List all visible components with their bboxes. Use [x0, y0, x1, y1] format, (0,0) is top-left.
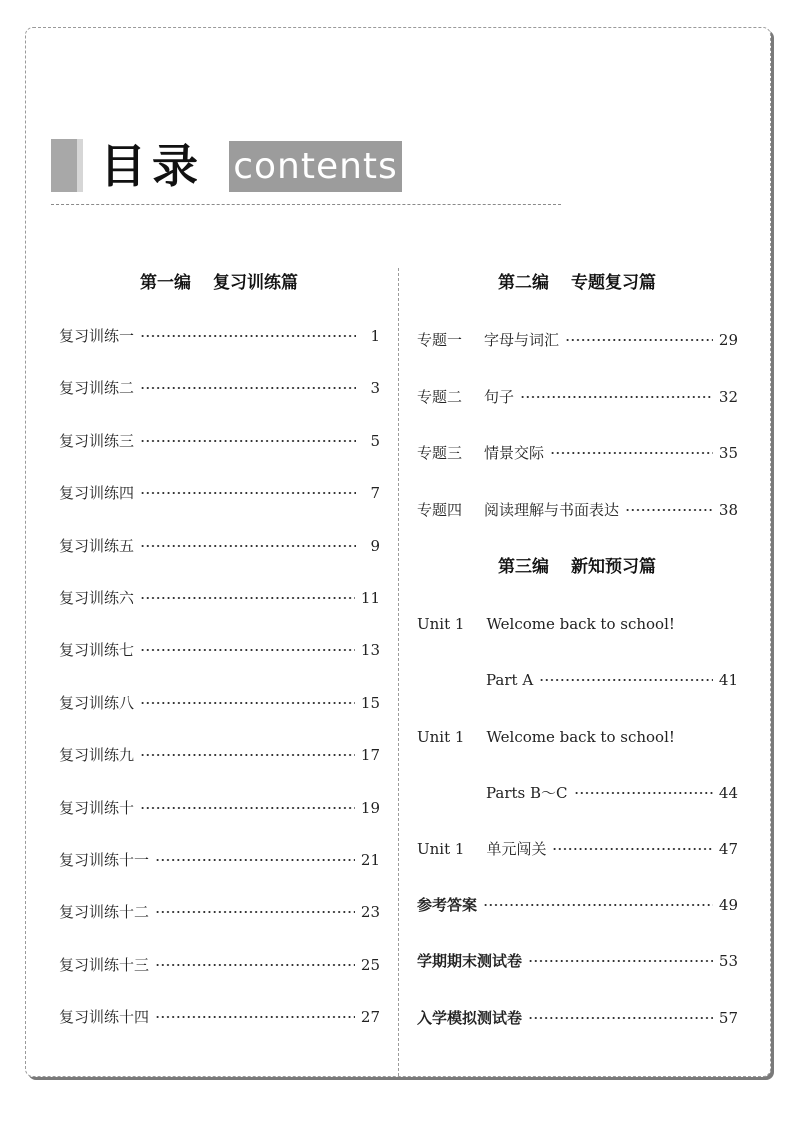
dot-leader	[140, 690, 355, 716]
toc-entry-page: 38	[718, 500, 738, 519]
toc-entry[interactable]	[59, 952, 380, 978]
toc-entry-label: 复习训练五	[59, 536, 135, 555]
part3-title-number: 第三编	[498, 557, 549, 577]
toc-entry-label: 复习训练十	[59, 798, 135, 817]
header-accent-bar	[51, 139, 77, 192]
toc-unit-heading[interactable]	[417, 724, 675, 750]
dot-leader	[140, 795, 355, 821]
part2-title-name: 专题复习篇	[571, 273, 656, 293]
toc-entry-page: 23	[360, 903, 380, 922]
toc-entry-label: 复习训练十四	[59, 1008, 150, 1027]
toc-entry-label: 复习训练九	[59, 746, 135, 765]
toc-entry[interactable]	[417, 1005, 738, 1031]
part1-title	[58, 268, 380, 298]
toc-entry[interactable]	[59, 637, 380, 663]
part1-title-number: 第一编	[140, 273, 191, 293]
toc-entry[interactable]	[417, 948, 738, 974]
toc-entry-label: 参考答案	[417, 896, 478, 914]
toc-entry-label: 复习训练十一	[59, 851, 150, 869]
toc-entry-page: 15	[360, 693, 380, 712]
toc-entry[interactable]	[417, 327, 738, 353]
toc-entry[interactable]	[59, 742, 380, 768]
dot-leader	[140, 375, 356, 401]
toc-entry-page: 27	[360, 1008, 380, 1027]
toc-unit-heading[interactable]	[417, 611, 675, 637]
toc-entry[interactable]	[59, 585, 380, 611]
toc-entry-page: 47	[718, 840, 738, 858]
toc-entry-label: 专题一	[417, 331, 463, 349]
toc-entry-page: 57	[718, 1008, 738, 1027]
toc-entry-label: 复习训练十二	[59, 903, 150, 922]
part3-title	[416, 552, 738, 582]
toc-entry[interactable]	[417, 836, 738, 862]
toc-entry-label: 复习训练四	[59, 484, 135, 503]
toc-entry-label: 复习训练一	[59, 327, 135, 345]
toc-entry[interactable]	[59, 428, 380, 454]
toc-entry[interactable]	[417, 497, 738, 523]
header-accent-bar-light	[77, 139, 83, 192]
toc-unit-label: Unit 1	[417, 728, 465, 746]
page-subtitle-contents: contents	[229, 141, 402, 192]
toc-entry[interactable]	[59, 323, 380, 349]
toc-entry-label: 专题四	[417, 500, 463, 519]
toc-entry[interactable]	[59, 690, 380, 716]
dot-leader	[155, 847, 355, 873]
toc-unit-title: Welcome back to school!	[486, 615, 675, 633]
dot-leader	[574, 780, 713, 806]
dot-leader	[625, 497, 713, 523]
toc-entry[interactable]	[59, 899, 380, 925]
dot-leader	[140, 742, 355, 768]
dot-leader	[155, 1004, 355, 1030]
toc-entry-page: 29	[718, 331, 738, 349]
part1-title-name: 复习训练篇	[213, 273, 298, 293]
dot-leader	[140, 533, 356, 559]
toc-entry[interactable]	[59, 1004, 380, 1030]
toc-entry-label: 学期期末测试卷	[417, 952, 523, 971]
toc-entry-page: 3	[370, 379, 380, 398]
dot-leader	[520, 384, 713, 410]
toc-entry[interactable]	[417, 440, 738, 466]
dot-leader	[155, 952, 355, 978]
part2-title-number: 第二编	[498, 273, 549, 293]
toc-entry-sublabel: 字母与词汇	[484, 331, 560, 349]
toc-entry-label: 复习训练七	[59, 641, 135, 660]
dot-leader	[140, 585, 355, 611]
toc-entry-label: Unit 1	[417, 840, 465, 858]
toc-entry-page: 32	[718, 387, 738, 406]
toc-entry-sublabel: 单元闯关	[486, 840, 547, 858]
toc-entry-page: 11	[360, 589, 380, 607]
toc-entry-label: 复习训练八	[59, 693, 135, 712]
toc-entry-page: 7	[370, 484, 380, 503]
toc-entry-label: 复习训练十三	[59, 955, 150, 974]
dot-leader	[565, 327, 713, 353]
toc-entry-page: 17	[360, 746, 380, 765]
toc-entry-page: 41	[718, 671, 738, 689]
toc-entry-sublabel: 阅读理解与书面表达	[484, 500, 620, 519]
toc-entry-page: 9	[370, 536, 380, 555]
toc-entry-label: 专题二	[417, 387, 463, 406]
dot-leader	[140, 428, 356, 454]
dot-leader	[155, 899, 355, 925]
part2-title	[416, 268, 738, 298]
toc-entry-label: 复习训练二	[59, 379, 135, 398]
toc-entry[interactable]	[59, 847, 380, 873]
dot-leader	[528, 948, 713, 974]
toc-entry-page: 1	[370, 327, 380, 345]
dot-leader	[483, 892, 713, 918]
toc-entry[interactable]	[486, 780, 738, 806]
dot-leader	[528, 1005, 713, 1031]
column-divider	[398, 268, 399, 1076]
toc-entry-page: 35	[718, 444, 738, 462]
toc-unit-label: Unit 1	[417, 615, 465, 633]
page-title: 目录	[100, 139, 204, 193]
toc-entry-label: 复习训练三	[59, 431, 135, 450]
toc-entry-sublabel: 情景交际	[484, 444, 545, 462]
toc-entry[interactable]	[59, 533, 380, 559]
toc-entry[interactable]	[59, 375, 380, 401]
toc-entry[interactable]	[417, 384, 738, 410]
toc-entry-page: 53	[718, 952, 738, 971]
header-divider	[51, 204, 561, 205]
toc-entry[interactable]	[486, 667, 738, 693]
dot-leader	[552, 836, 712, 862]
dot-leader	[140, 323, 356, 349]
toc-entry-label: Part A	[486, 671, 534, 689]
toc-entry-page: 44	[718, 784, 738, 802]
toc-entry[interactable]	[59, 480, 380, 506]
toc-entry-label: 入学模拟测试卷	[417, 1008, 523, 1027]
toc-entry-label: 复习训练六	[59, 589, 135, 607]
toc-entry[interactable]	[59, 795, 380, 821]
toc-entry-page: 13	[360, 641, 380, 660]
dot-leader	[539, 667, 713, 693]
toc-entry-label: 专题三	[417, 444, 463, 462]
toc-unit-title: Welcome back to school!	[486, 728, 675, 746]
toc-entry-sublabel: 句子	[484, 387, 515, 406]
toc-entry-page: 19	[360, 798, 380, 817]
part3-title-name: 新知预习篇	[571, 557, 656, 577]
dot-leader	[550, 440, 713, 466]
dot-leader	[140, 637, 355, 663]
toc-entry-page: 49	[718, 896, 738, 914]
toc-entry[interactable]	[417, 892, 738, 918]
toc-entry-label: Parts B～C	[486, 784, 568, 802]
toc-entry-page: 25	[360, 955, 380, 974]
toc-entry-page: 21	[360, 851, 380, 869]
dot-leader	[140, 480, 356, 506]
toc-entry-page: 5	[370, 431, 380, 450]
